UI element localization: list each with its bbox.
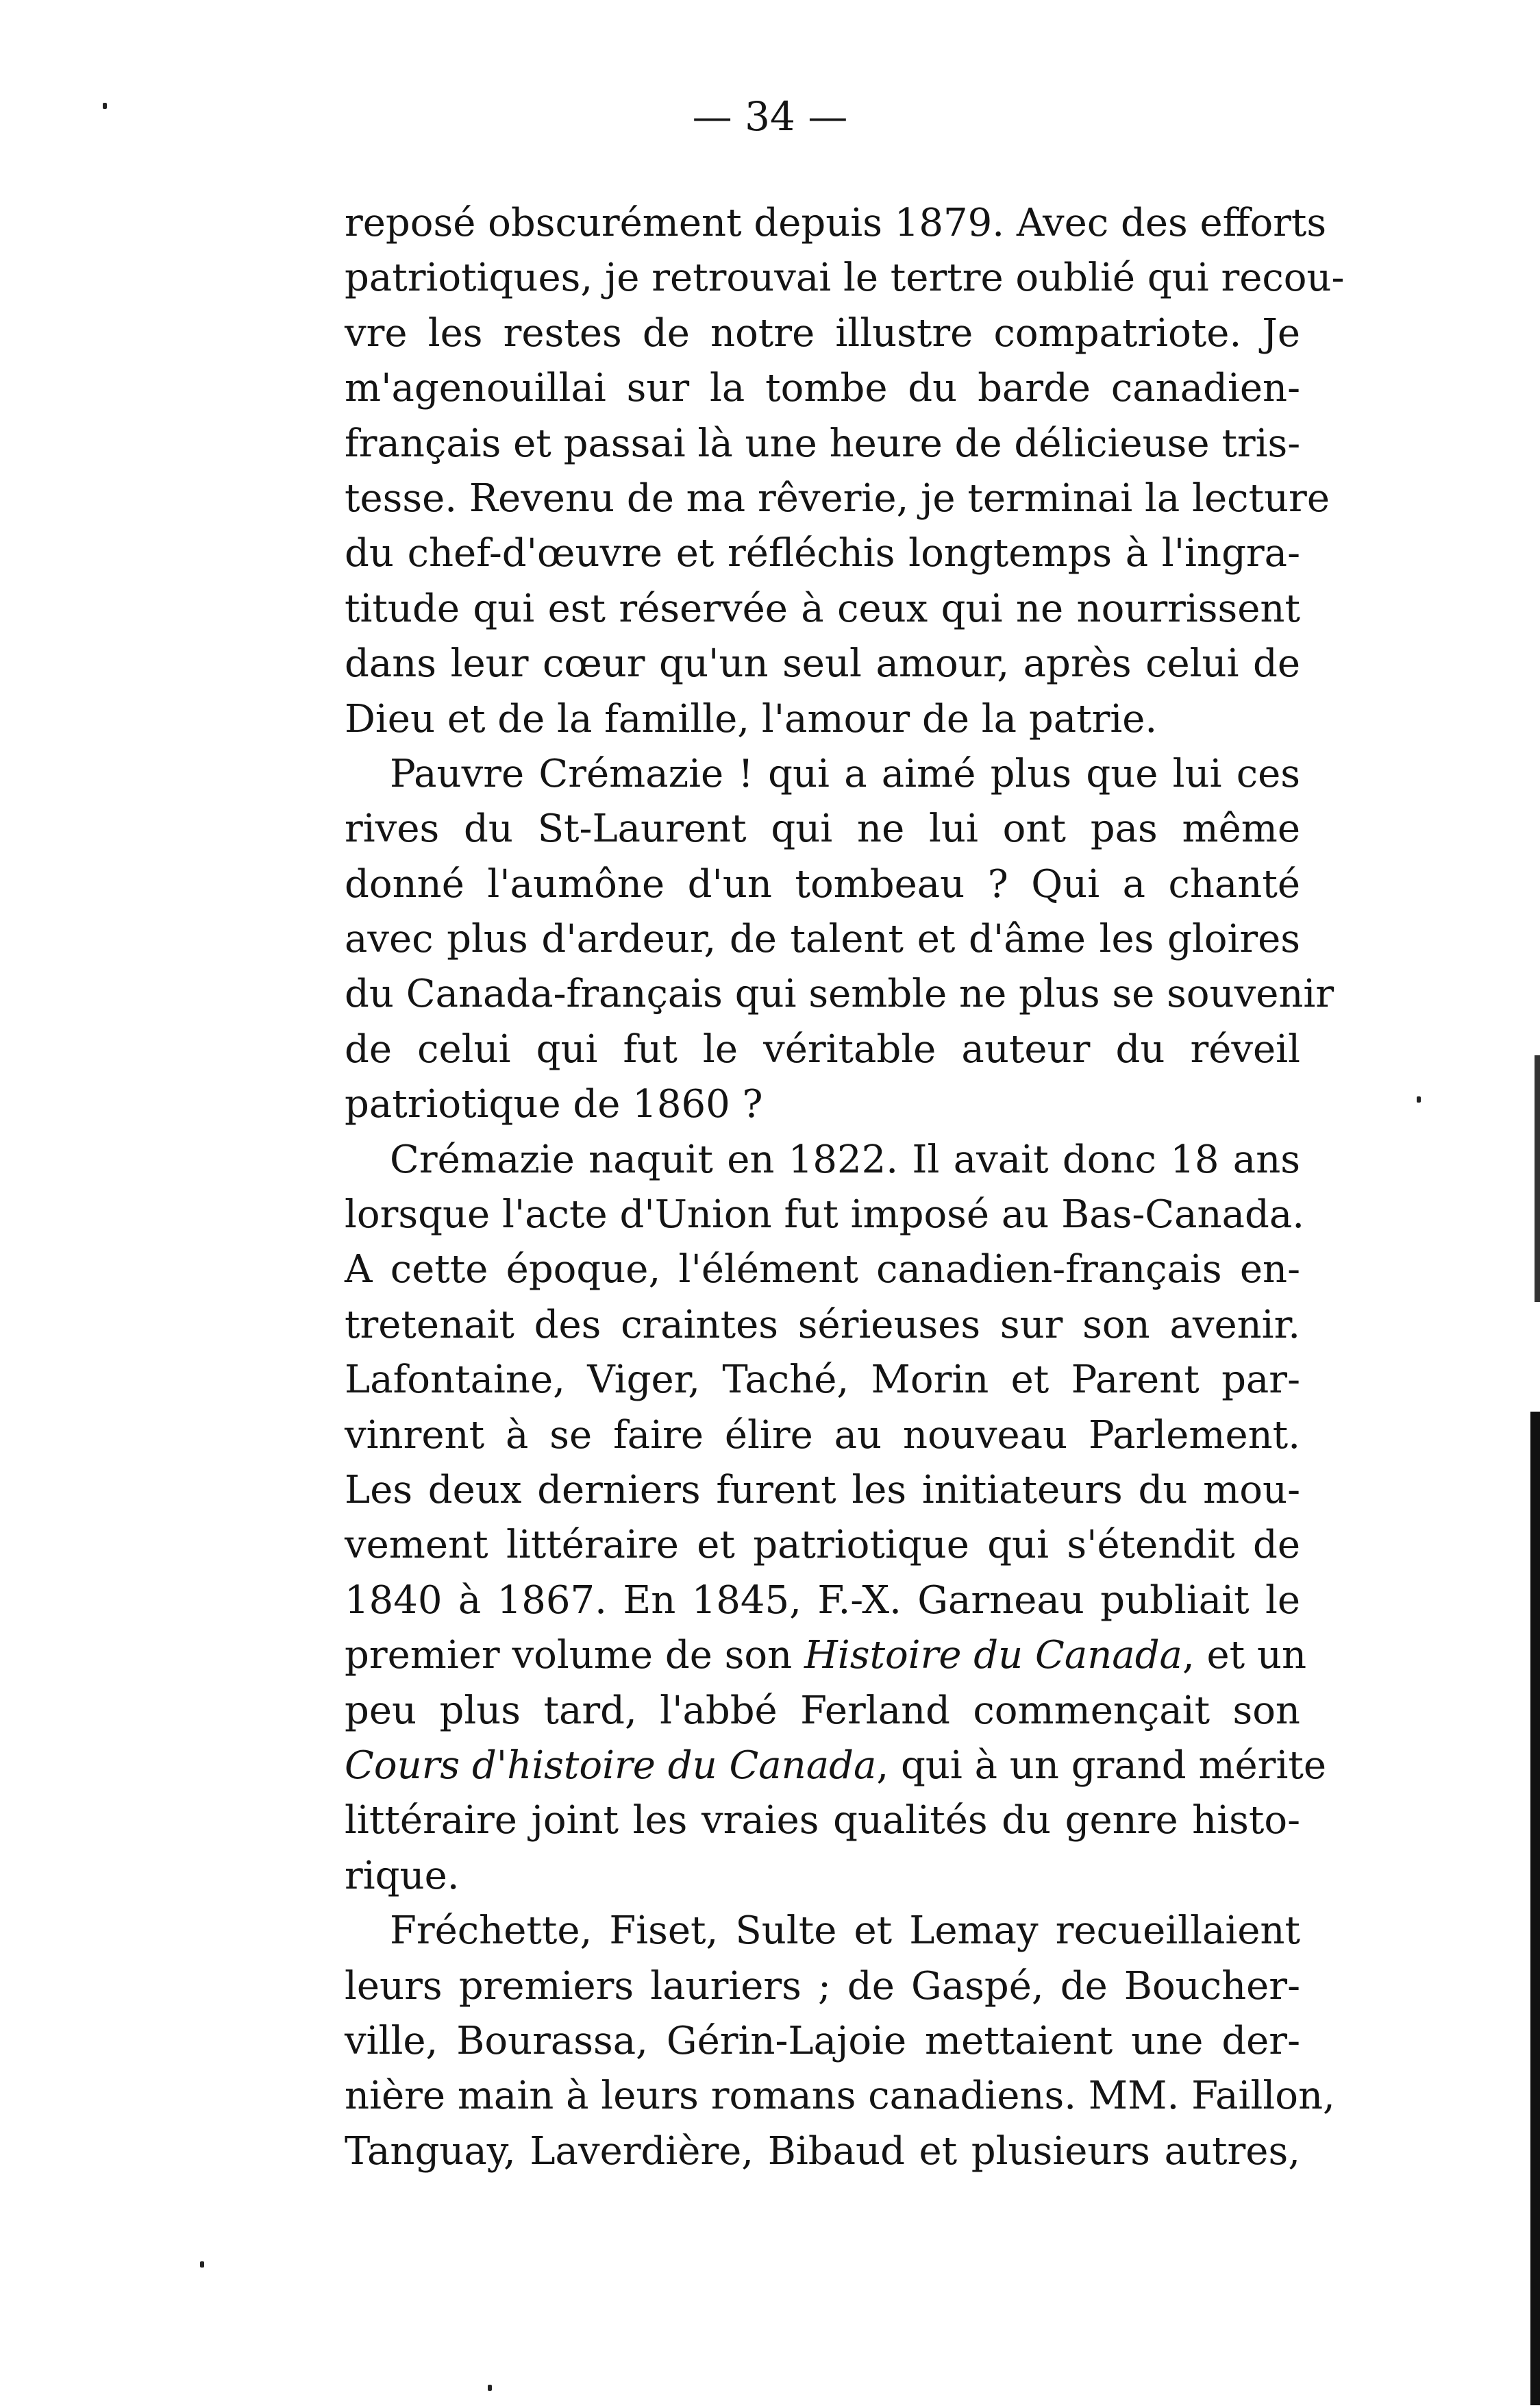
text-line: vre les restes de notre illustre compatriote. Je — [345, 310, 1300, 356]
text-line: avec plus d'ardeur, de talent et d'âme les gloires — [345, 917, 1300, 962]
text-line: Crémazie naquit en 1822. Il avait donc 18 ans — [390, 1137, 1300, 1182]
page-number: — 34 — — [692, 93, 848, 140]
text-line: français et passai là une heure de délicieuse tris- — [345, 421, 1301, 466]
text-line: littéraire joint les vraies qualités du genre histo- — [345, 1798, 1300, 1843]
text-line: Dieu et de la famille, l'amour de la patrie. — [345, 696, 1158, 741]
text-line: du Canada-français qui semble ne plus se souvenir — [345, 972, 1334, 1017]
text-line: Pauvre Crémazie ! qui a aimé plus que lui ces — [390, 751, 1300, 796]
text-line: Cours d'histoire du Canada, qui à un grand mérite — [345, 1743, 1327, 1788]
scan-speck — [103, 103, 107, 109]
scan-edge-shadow — [1535, 1055, 1540, 1302]
text-line: premier volume de son Histoire du Canada, et un — [345, 1633, 1307, 1678]
text-line: vinrent à se faire élire au nouveau Parlement. — [345, 1412, 1300, 1458]
text-line: Les deux derniers furent les initiateurs du mou- — [345, 1467, 1300, 1512]
text-line: donné l'aumône d'un tombeau ? Qui a chanté — [345, 861, 1300, 907]
text-line: titude qui est réservée à ceux qui ne nourrissent — [345, 586, 1300, 631]
text-line: leurs premiers lauriers ; de Gaspé, de Boucher- — [345, 1963, 1300, 2008]
text-line: rives du St-Laurent qui ne lui ont pas même — [345, 807, 1300, 852]
text-line: rique. — [345, 1853, 460, 1898]
text-line: du chef-d'œuvre et réfléchis longtemps à l'ingra- — [345, 531, 1300, 576]
scan-speck — [200, 2261, 204, 2268]
text-line: lorsque l'acte d'Union fut imposé au Bas-Canada. — [345, 1192, 1305, 1238]
text-line: tretenait des craintes sérieuses sur son avenir. — [345, 1302, 1300, 1347]
text-line: tesse. Revenu de ma rêverie, je terminai la lecture — [345, 476, 1330, 521]
text-line: m'agenouillai sur la tombe du barde canadien- — [345, 366, 1300, 411]
text-line: de celui qui fut le véritable auteur du réveil — [345, 1027, 1300, 1072]
scan-edge-shadow — [1530, 1412, 1540, 2405]
text-line: Fréchette, Fiset, Sulte et Lemay recueillaient — [390, 1908, 1300, 1954]
text-line: A cette époque, l'élément canadien-français en- — [345, 1247, 1300, 1292]
text-line: ville, Bourassa, Gérin-Lajoie mettaient une der- — [345, 2018, 1300, 2063]
body-text — [345, 196, 1345, 2179]
text-line: Lafontaine, Viger, Taché, Morin et Parent par- — [345, 1357, 1300, 1403]
text-line: patriotiques, je retrouvai le tertre oublié qui recou- — [345, 256, 1345, 301]
scan-speck — [1417, 1096, 1421, 1103]
text-line: Tanguay, Laverdière, Bibaud et plusieurs autres, — [345, 2128, 1300, 2174]
scan-speck — [488, 2385, 492, 2391]
book-title: Cours d'histoire du Canada — [345, 1743, 877, 1788]
book-title: Histoire du Canada — [804, 1633, 1182, 1678]
text-line: dans leur cœur qu'un seul amour, après celui de — [345, 641, 1300, 687]
text-line: nière main à leurs romans canadiens. MM. Faillon, — [345, 2074, 1335, 2119]
text-line: reposé obscurément depuis 1879. Avec des efforts — [345, 201, 1327, 245]
text-line: peu plus tard, l'abbé Ferland commençait son — [345, 1688, 1300, 1733]
text-line: patriotique de 1860 ? — [345, 1082, 763, 1127]
text-line: vement littéraire et patriotique qui s'étendit de — [345, 1523, 1300, 1568]
text-line: 1840 à 1867. En 1845, F.-X. Garneau publiait le — [345, 1577, 1300, 1623]
